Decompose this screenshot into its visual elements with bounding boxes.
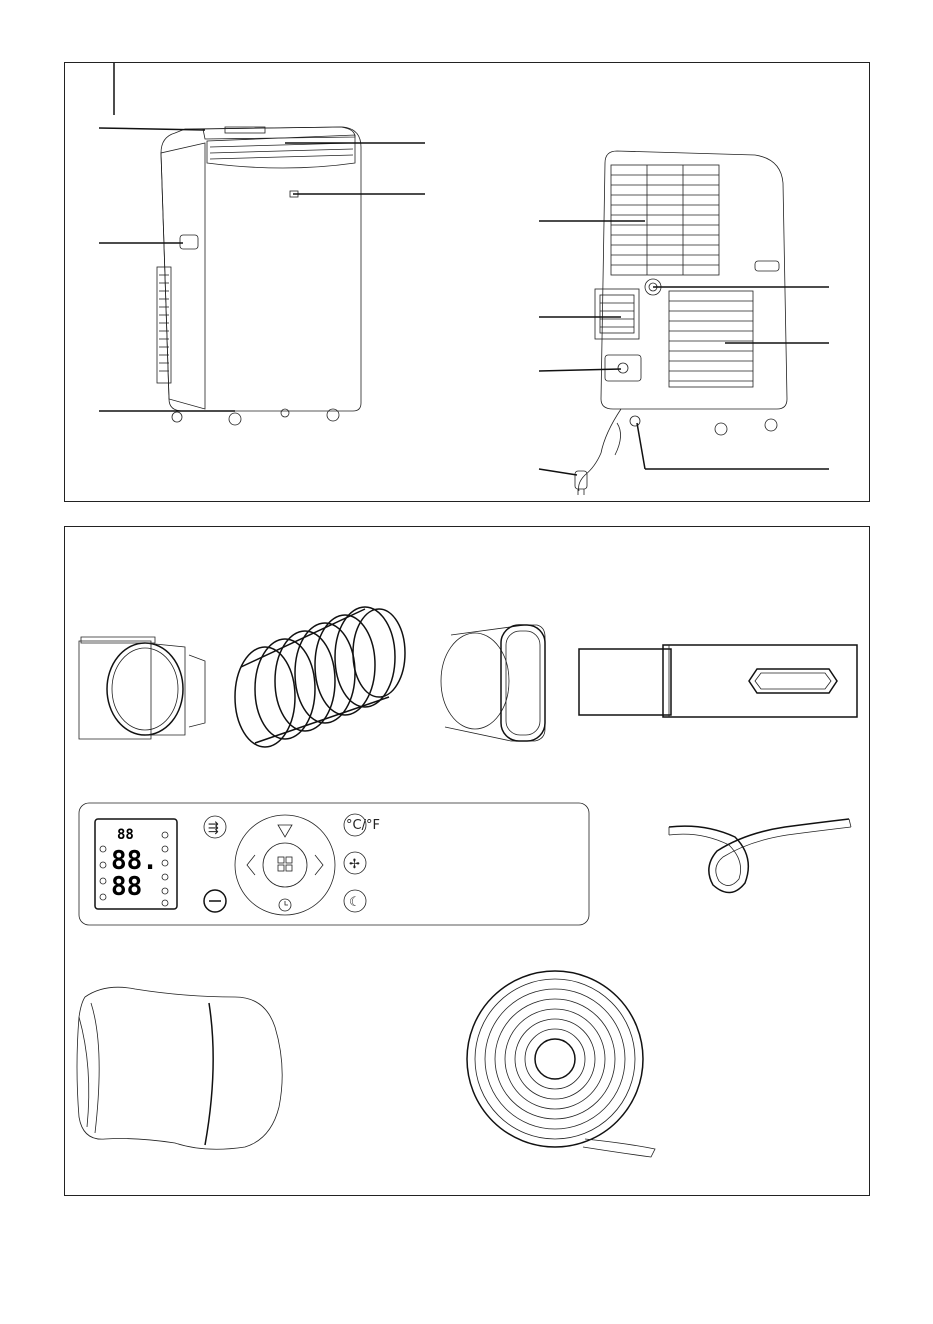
accessories-panel bbox=[64, 526, 870, 1196]
lower-air-intake-grille bbox=[669, 291, 753, 387]
mode-icon bbox=[278, 825, 292, 837]
menu-icon bbox=[278, 857, 284, 863]
swing-icon: ⇶ bbox=[208, 821, 219, 836]
front-view bbox=[99, 127, 425, 425]
lcd-main-digits: 88. bbox=[111, 846, 158, 876]
timer-button[interactable] bbox=[279, 899, 291, 911]
exhaust-hose bbox=[235, 607, 405, 747]
air-outlet bbox=[207, 135, 355, 168]
power-cord-storage bbox=[605, 355, 641, 381]
front-side-panel bbox=[161, 143, 205, 409]
rear-body-outline bbox=[601, 151, 787, 409]
rear-view bbox=[539, 151, 829, 495]
sealing-tape bbox=[467, 971, 655, 1157]
navigation-ring bbox=[235, 815, 335, 915]
fan-icon: ✢ bbox=[349, 857, 360, 872]
power-cord bbox=[579, 409, 621, 491]
unit-overview-panel bbox=[64, 62, 870, 502]
side-handle bbox=[180, 235, 198, 249]
left-button[interactable] bbox=[247, 855, 255, 875]
unit-toggle-label: °C/°F bbox=[346, 818, 380, 833]
hose-cover-bag bbox=[77, 987, 282, 1149]
control-panel bbox=[79, 803, 589, 925]
front-body-outline bbox=[161, 127, 361, 411]
fan-button[interactable] bbox=[344, 852, 366, 874]
right-arrow-icon bbox=[315, 855, 323, 875]
drain-outlet bbox=[630, 416, 640, 426]
rear-caster bbox=[715, 423, 727, 435]
drain-hose bbox=[669, 819, 851, 893]
rear-caster bbox=[765, 419, 777, 431]
sleep-button[interactable] bbox=[344, 890, 366, 912]
left-arrow-icon bbox=[247, 855, 255, 875]
callout-top-left bbox=[99, 128, 205, 130]
swing-button[interactable] bbox=[204, 816, 226, 838]
hose-nozzle bbox=[441, 625, 545, 741]
unit-overview-drawing bbox=[65, 63, 871, 503]
air-filter bbox=[595, 289, 639, 339]
menu-button[interactable] bbox=[278, 857, 292, 871]
window-adapter bbox=[79, 637, 205, 739]
power-button[interactable] bbox=[204, 890, 226, 912]
right-button[interactable] bbox=[315, 855, 323, 875]
window-slider-kit bbox=[579, 645, 857, 717]
lcd-second-digits: 88 bbox=[111, 872, 143, 902]
unit-toggle-button[interactable] bbox=[344, 814, 380, 836]
sleep-icon: ☾ bbox=[349, 895, 361, 910]
rear-handle bbox=[755, 261, 779, 271]
accessories-drawing bbox=[65, 527, 871, 1197]
side-air-intake bbox=[157, 267, 171, 383]
callout-cord-storage bbox=[539, 369, 621, 371]
mode-button[interactable] bbox=[278, 825, 292, 837]
upper-air-intake-grille bbox=[611, 165, 719, 275]
callout-plug bbox=[539, 469, 577, 475]
lcd-top-digits: 88 bbox=[117, 827, 134, 843]
outlet-louvers bbox=[210, 143, 353, 159]
